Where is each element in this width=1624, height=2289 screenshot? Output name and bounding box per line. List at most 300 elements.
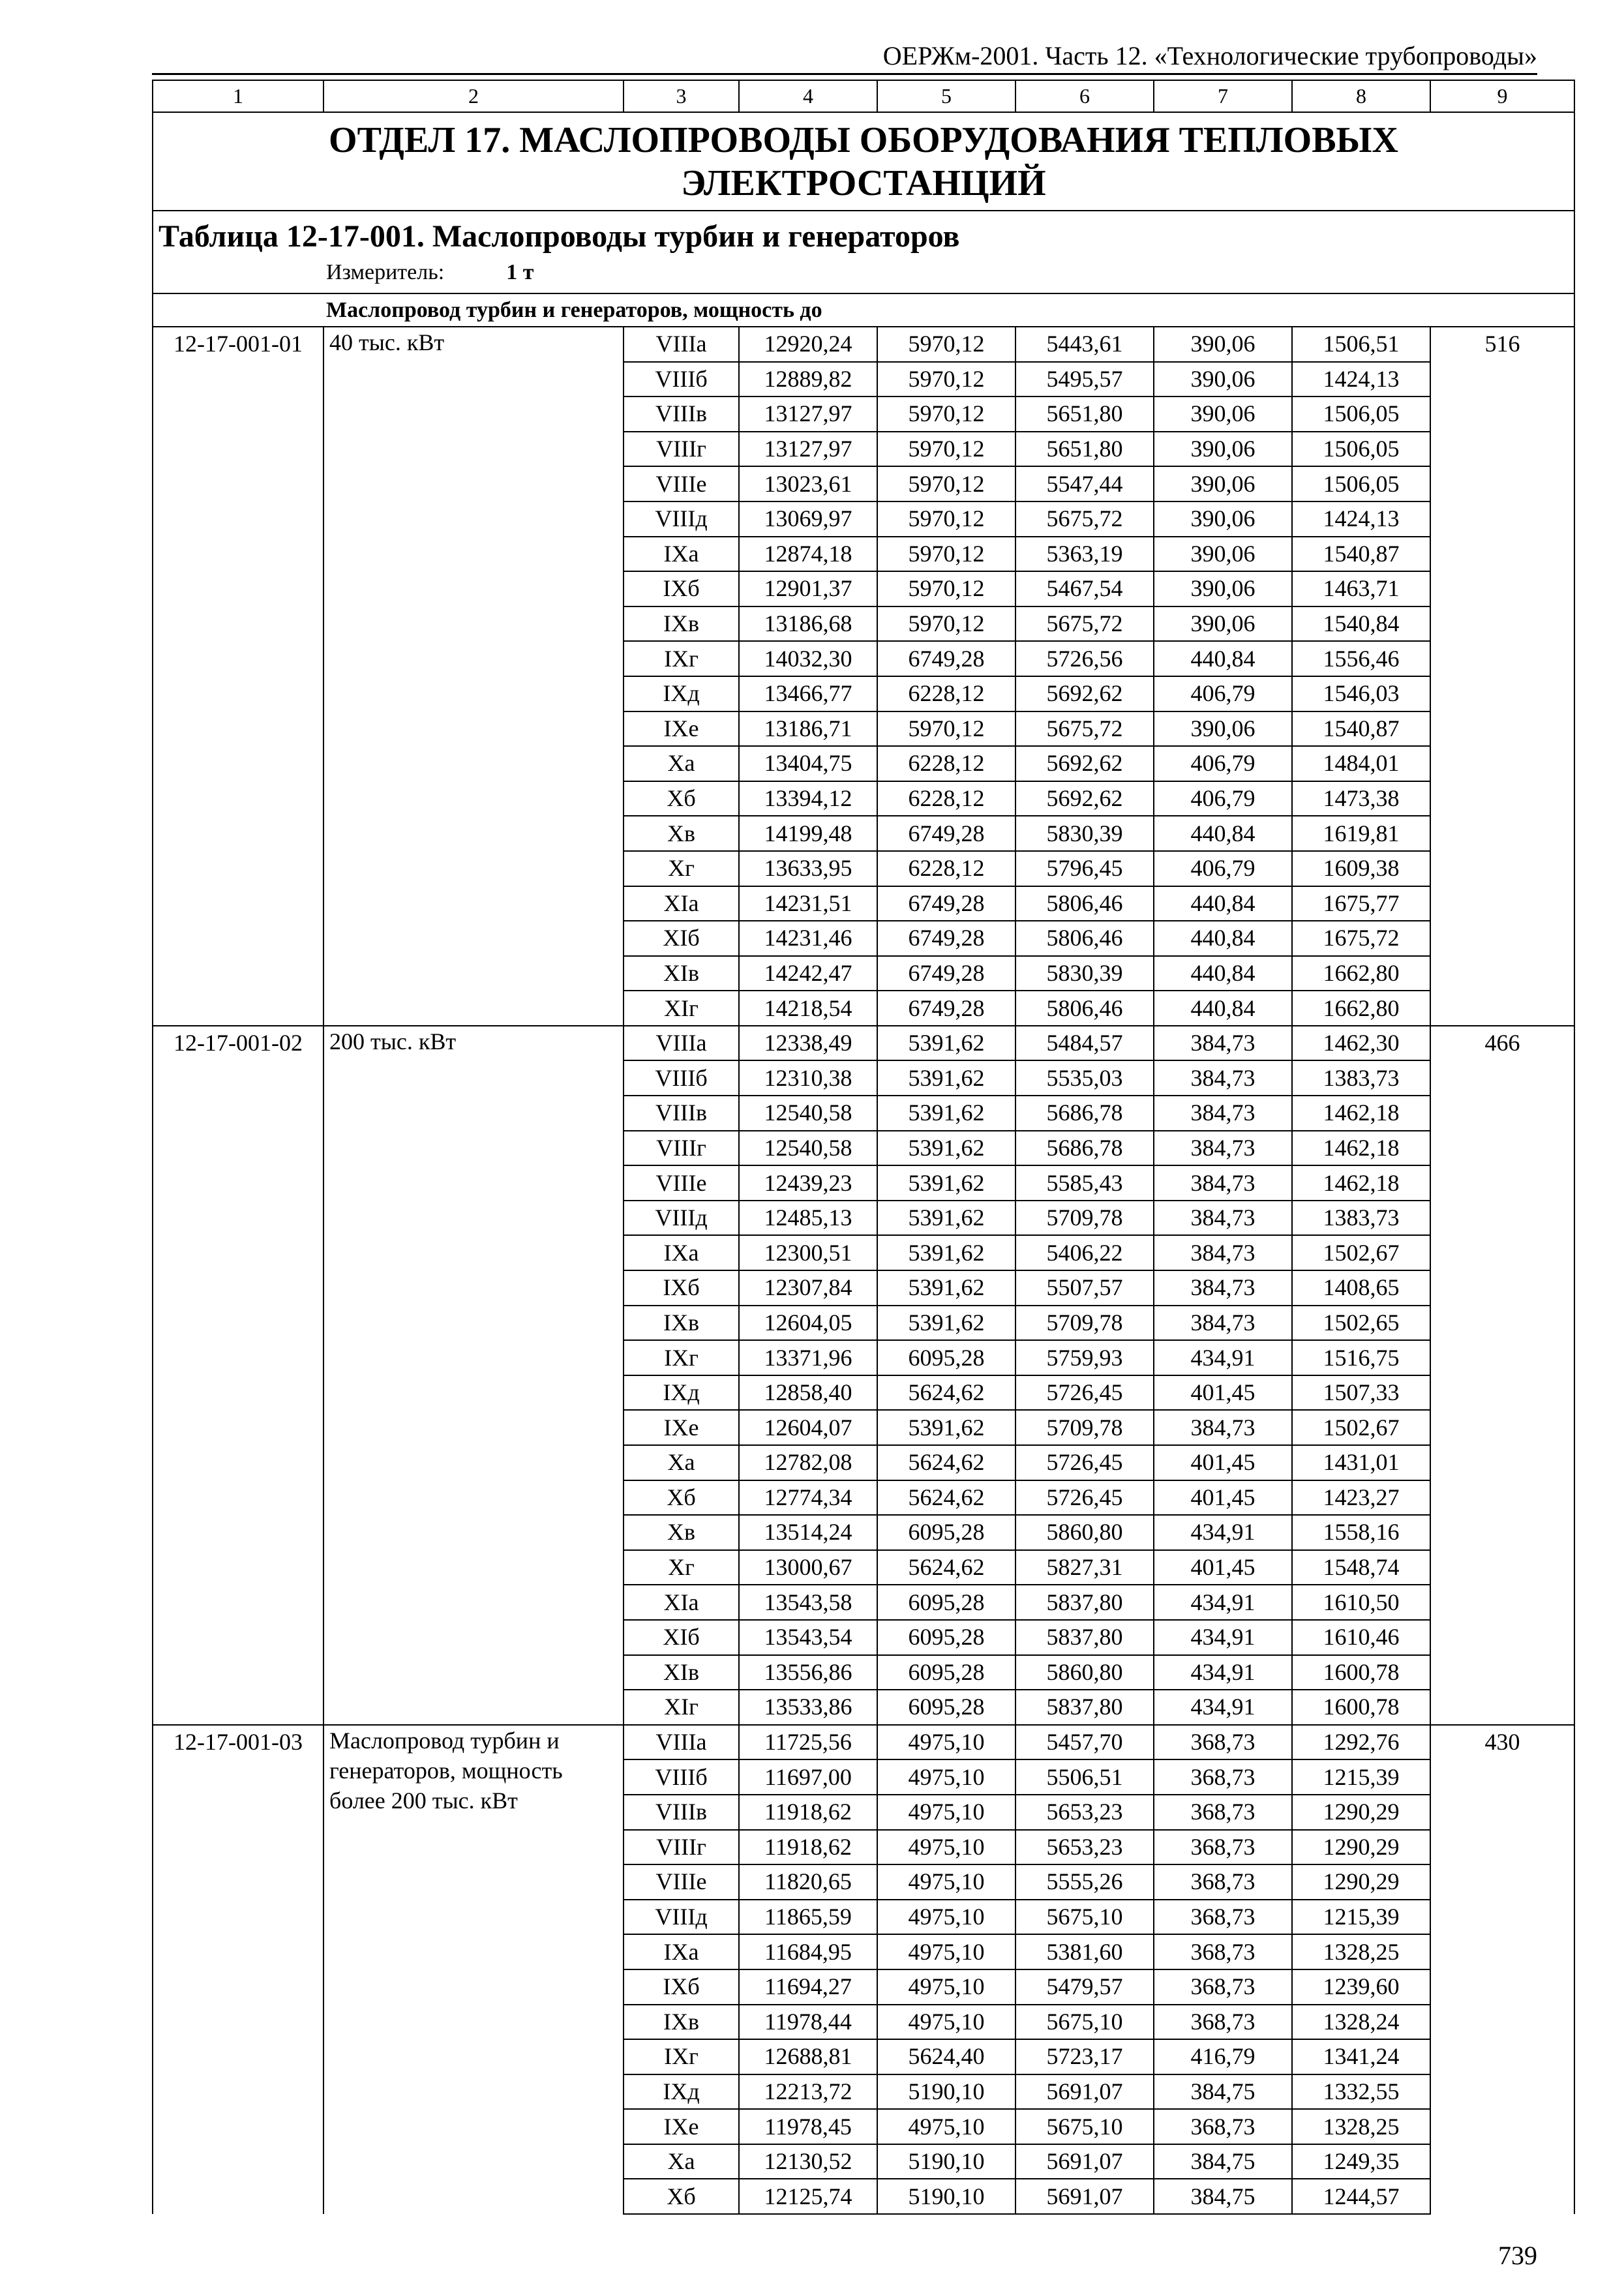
- value-cell: 5806,46: [1015, 921, 1154, 956]
- table-row: [153, 1725, 1574, 1760]
- value-cell: 1556,46: [1292, 641, 1430, 676]
- value-cell: 5624,40: [877, 2039, 1015, 2074]
- value-cell: 5391,62: [877, 1026, 1015, 1061]
- value-cell: 5830,39: [1015, 956, 1154, 991]
- value-cell: 12485,13: [739, 1201, 877, 1236]
- value-cell: 1383,73: [1292, 1060, 1430, 1096]
- item-description: 40 тыс. кВт: [323, 327, 624, 1026]
- value-cell: 390,06: [1154, 362, 1292, 397]
- value-cell: 13633,95: [739, 851, 877, 886]
- value-cell: 368,73: [1154, 1795, 1292, 1830]
- value-cell: 11918,62: [739, 1830, 877, 1865]
- value-cell: 1462,30: [1292, 1026, 1430, 1061]
- value-cell: 13543,54: [739, 1620, 877, 1655]
- value-cell: 6228,12: [877, 781, 1015, 816]
- value-cell: 368,73: [1154, 1759, 1292, 1795]
- value-cell: 5970,12: [877, 537, 1015, 572]
- value-cell: 384,75: [1154, 2179, 1292, 2214]
- value-cell: 401,45: [1154, 1375, 1292, 1411]
- value-cell: 12540,58: [739, 1131, 877, 1166]
- zone-cell: VIIIе: [624, 1864, 739, 1900]
- value-cell: 5726,45: [1015, 1480, 1154, 1516]
- zone-cell: XIв: [624, 956, 739, 991]
- value-cell: 384,73: [1154, 1096, 1292, 1131]
- value-cell: 5507,57: [1015, 1270, 1154, 1306]
- value-cell: 1540,87: [1292, 537, 1430, 572]
- value-cell: 14032,30: [739, 641, 877, 676]
- table-title: Таблица 12-17-001. Маслопроводы турбин и генераторов: [158, 219, 960, 254]
- value-cell: 5691,07: [1015, 2179, 1154, 2214]
- value-cell: 4975,10: [877, 1725, 1015, 1760]
- column-number: 7: [1154, 80, 1292, 112]
- zone-cell: IXа: [624, 1235, 739, 1270]
- item-description: 200 тыс. кВт: [323, 1026, 624, 1725]
- item-column-9: 430: [1430, 1725, 1574, 2214]
- value-cell: 5391,62: [877, 1270, 1015, 1306]
- value-cell: 1506,05: [1292, 432, 1430, 467]
- value-cell: 384,73: [1154, 1201, 1292, 1236]
- value-cell: 5726,56: [1015, 641, 1154, 676]
- value-cell: 12889,82: [739, 362, 877, 397]
- value-cell: 390,06: [1154, 466, 1292, 501]
- value-cell: 1600,78: [1292, 1655, 1430, 1690]
- value-cell: 1408,65: [1292, 1270, 1430, 1306]
- zone-cell: Xа: [624, 1445, 739, 1480]
- value-cell: 5547,44: [1015, 466, 1154, 501]
- value-cell: 434,91: [1154, 1655, 1292, 1690]
- value-cell: 5535,03: [1015, 1060, 1154, 1096]
- value-cell: 5457,70: [1015, 1725, 1154, 1760]
- value-cell: 14231,46: [739, 921, 877, 956]
- zone-cell: VIIIг: [624, 1131, 739, 1166]
- value-cell: 6095,28: [877, 1655, 1015, 1690]
- value-cell: 6095,28: [877, 1340, 1015, 1375]
- rates-table: [152, 80, 1575, 2215]
- value-cell: 390,06: [1154, 396, 1292, 432]
- value-cell: 434,91: [1154, 1340, 1292, 1375]
- value-cell: 5691,07: [1015, 2144, 1154, 2179]
- value-cell: 5691,07: [1015, 2074, 1154, 2110]
- zone-cell: XIг: [624, 1690, 739, 1725]
- table-title-cell: [153, 211, 1574, 293]
- column-number: 9: [1430, 80, 1574, 112]
- column-number: 4: [739, 80, 877, 112]
- value-cell: 1502,67: [1292, 1235, 1430, 1270]
- value-cell: 1431,01: [1292, 1445, 1430, 1480]
- value-cell: 13556,86: [739, 1655, 877, 1690]
- value-cell: 13533,86: [739, 1690, 877, 1725]
- value-cell: 440,84: [1154, 886, 1292, 921]
- value-cell: 1675,72: [1292, 921, 1430, 956]
- value-cell: 1424,13: [1292, 362, 1430, 397]
- value-cell: 1215,39: [1292, 1900, 1430, 1935]
- value-cell: 1462,18: [1292, 1165, 1430, 1201]
- value-cell: 4975,10: [877, 1759, 1015, 1795]
- value-cell: 390,06: [1154, 711, 1292, 747]
- value-cell: 5484,57: [1015, 1026, 1154, 1061]
- value-cell: 13000,67: [739, 1550, 877, 1585]
- value-cell: 1383,73: [1292, 1201, 1430, 1236]
- value-cell: 12300,51: [739, 1235, 877, 1270]
- value-cell: 5555,26: [1015, 1864, 1154, 1900]
- value-cell: 4975,10: [877, 1864, 1015, 1900]
- value-cell: 6095,28: [877, 1620, 1015, 1655]
- value-cell: 5467,54: [1015, 571, 1154, 606]
- value-cell: 5692,62: [1015, 781, 1154, 816]
- value-cell: 5806,46: [1015, 886, 1154, 921]
- zone-cell: XIв: [624, 1655, 739, 1690]
- zone-cell: IXг: [624, 641, 739, 676]
- value-cell: 12213,72: [739, 2074, 877, 2110]
- value-cell: 5686,78: [1015, 1131, 1154, 1166]
- value-cell: 1502,65: [1292, 1306, 1430, 1341]
- value-cell: 14231,51: [739, 886, 877, 921]
- value-cell: 5970,12: [877, 362, 1015, 397]
- zone-cell: Xв: [624, 816, 739, 851]
- value-cell: 390,06: [1154, 537, 1292, 572]
- value-cell: 390,06: [1154, 327, 1292, 362]
- value-cell: 5675,72: [1015, 501, 1154, 537]
- value-cell: 13404,75: [739, 746, 877, 781]
- value-cell: 11918,62: [739, 1795, 877, 1830]
- item-code: 12-17-001-01: [153, 327, 323, 1026]
- zone-cell: IXб: [624, 571, 739, 606]
- zone-cell: Xг: [624, 1550, 739, 1585]
- value-cell: 1506,05: [1292, 466, 1430, 501]
- value-cell: 13371,96: [739, 1340, 877, 1375]
- value-cell: 384,73: [1154, 1165, 1292, 1201]
- zone-cell: Xа: [624, 746, 739, 781]
- zone-cell: Xг: [624, 851, 739, 886]
- value-cell: 384,73: [1154, 1235, 1292, 1270]
- value-cell: 1600,78: [1292, 1690, 1430, 1725]
- value-cell: 440,84: [1154, 991, 1292, 1026]
- column-number: 3: [624, 80, 739, 112]
- value-cell: 5837,80: [1015, 1585, 1154, 1620]
- value-cell: 384,73: [1154, 1060, 1292, 1096]
- value-cell: 5391,62: [877, 1165, 1015, 1201]
- zone-cell: VIIIд: [624, 501, 739, 537]
- value-cell: 416,79: [1154, 2039, 1292, 2074]
- group-header: Маслопровод турбин и генераторов, мощность до: [153, 293, 1574, 327]
- value-cell: 12125,74: [739, 2179, 877, 2214]
- value-cell: 1506,51: [1292, 327, 1430, 362]
- value-cell: 368,73: [1154, 2109, 1292, 2144]
- value-cell: 368,73: [1154, 1969, 1292, 2005]
- value-cell: 12782,08: [739, 1445, 877, 1480]
- zone-cell: IXв: [624, 1306, 739, 1341]
- value-cell: 5391,62: [877, 1235, 1015, 1270]
- value-cell: 6749,28: [877, 816, 1015, 851]
- value-cell: 440,84: [1154, 641, 1292, 676]
- value-cell: 14199,48: [739, 816, 877, 851]
- value-cell: 13466,77: [739, 676, 877, 711]
- value-cell: 5827,31: [1015, 1550, 1154, 1585]
- value-cell: 5970,12: [877, 711, 1015, 747]
- item-description: Маслопровод турбин и генераторов, мощность более 200 тыс. кВт: [323, 1725, 624, 2214]
- value-cell: 5970,12: [877, 606, 1015, 642]
- value-cell: 1244,57: [1292, 2179, 1430, 2214]
- value-cell: 12310,38: [739, 1060, 877, 1096]
- item-code: 12-17-001-02: [153, 1026, 323, 1725]
- unit-value: 1 т: [506, 260, 534, 284]
- value-cell: 5860,80: [1015, 1655, 1154, 1690]
- zone-cell: VIIIв: [624, 1096, 739, 1131]
- value-cell: 384,75: [1154, 2144, 1292, 2179]
- column-number-row: [153, 80, 1574, 112]
- section-title-row: [153, 112, 1574, 211]
- value-cell: 11684,95: [739, 1934, 877, 1969]
- zone-cell: IXб: [624, 1270, 739, 1306]
- value-cell: 1332,55: [1292, 2074, 1430, 2110]
- value-cell: 5651,80: [1015, 432, 1154, 467]
- value-cell: 384,73: [1154, 1131, 1292, 1166]
- value-cell: 434,91: [1154, 1690, 1292, 1725]
- value-cell: 5686,78: [1015, 1096, 1154, 1131]
- zone-cell: IXд: [624, 676, 739, 711]
- value-cell: 13514,24: [739, 1515, 877, 1550]
- value-cell: 1516,75: [1292, 1340, 1430, 1375]
- value-cell: 5806,46: [1015, 991, 1154, 1026]
- value-cell: 11820,65: [739, 1864, 877, 1900]
- value-cell: 13127,97: [739, 396, 877, 432]
- value-cell: 5391,62: [877, 1131, 1015, 1166]
- column-number: 2: [323, 80, 624, 112]
- zone-cell: XIа: [624, 886, 739, 921]
- value-cell: 5709,78: [1015, 1201, 1154, 1236]
- value-cell: 1239,60: [1292, 1969, 1430, 2005]
- value-cell: 368,73: [1154, 2005, 1292, 2040]
- value-cell: 13186,71: [739, 711, 877, 747]
- value-cell: 390,06: [1154, 432, 1292, 467]
- value-cell: 4975,10: [877, 1900, 1015, 1935]
- value-cell: 1502,67: [1292, 1410, 1430, 1445]
- value-cell: 368,73: [1154, 1725, 1292, 1760]
- table-row: [153, 327, 1574, 362]
- value-cell: 5860,80: [1015, 1515, 1154, 1550]
- value-cell: 12901,37: [739, 571, 877, 606]
- value-cell: 5837,80: [1015, 1620, 1154, 1655]
- column-number: 1: [153, 80, 323, 112]
- value-cell: 384,73: [1154, 1410, 1292, 1445]
- value-cell: 12540,58: [739, 1096, 877, 1131]
- zone-cell: VIIIб: [624, 362, 739, 397]
- table-row: [153, 1026, 1574, 1061]
- zone-cell: IXе: [624, 1410, 739, 1445]
- value-cell: 384,73: [1154, 1270, 1292, 1306]
- zone-cell: VIIIа: [624, 327, 739, 362]
- section-title: ОТДЕЛ 17. МАСЛОПРОВОДЫ ОБОРУДОВАНИЯ ТЕПЛОВЫХ ЭЛЕКТРОСТАНЦИЙ: [153, 112, 1574, 211]
- value-cell: 5363,19: [1015, 537, 1154, 572]
- item-column-9: 516: [1430, 327, 1574, 1026]
- value-cell: 5692,62: [1015, 746, 1154, 781]
- value-cell: 1610,50: [1292, 1585, 1430, 1620]
- value-cell: 1662,80: [1292, 991, 1430, 1026]
- zone-cell: VIIIв: [624, 1795, 739, 1830]
- unit-label: Измеритель:: [326, 260, 445, 284]
- value-cell: 5675,10: [1015, 2109, 1154, 2144]
- value-cell: 390,06: [1154, 606, 1292, 642]
- value-cell: 13023,61: [739, 466, 877, 501]
- value-cell: 406,79: [1154, 746, 1292, 781]
- value-cell: 6749,28: [877, 641, 1015, 676]
- zone-cell: IXв: [624, 606, 739, 642]
- value-cell: 12874,18: [739, 537, 877, 572]
- value-cell: 5675,10: [1015, 2005, 1154, 2040]
- value-cell: 5391,62: [877, 1306, 1015, 1341]
- value-cell: 401,45: [1154, 1445, 1292, 1480]
- value-cell: 5585,43: [1015, 1165, 1154, 1201]
- value-cell: 1506,05: [1292, 396, 1430, 432]
- value-cell: 1462,18: [1292, 1096, 1430, 1131]
- value-cell: 1215,39: [1292, 1759, 1430, 1795]
- value-cell: 4975,10: [877, 1830, 1015, 1865]
- value-cell: 5970,12: [877, 571, 1015, 606]
- value-cell: 5190,10: [877, 2144, 1015, 2179]
- value-cell: 5675,72: [1015, 606, 1154, 642]
- value-cell: 1328,25: [1292, 1934, 1430, 1969]
- value-cell: 1328,24: [1292, 2005, 1430, 2040]
- value-cell: 5190,10: [877, 2179, 1015, 2214]
- value-cell: 11978,45: [739, 2109, 877, 2144]
- value-cell: 368,73: [1154, 1900, 1292, 1935]
- value-cell: 12130,52: [739, 2144, 877, 2179]
- value-cell: 1290,29: [1292, 1864, 1430, 1900]
- value-cell: 12774,34: [739, 1480, 877, 1516]
- value-cell: 13186,68: [739, 606, 877, 642]
- value-cell: 440,84: [1154, 921, 1292, 956]
- value-cell: 1473,38: [1292, 781, 1430, 816]
- value-cell: 1423,27: [1292, 1480, 1430, 1516]
- value-cell: 1540,87: [1292, 711, 1430, 747]
- zone-cell: IXг: [624, 2039, 739, 2074]
- value-cell: 368,73: [1154, 1934, 1292, 1969]
- value-cell: 5726,45: [1015, 1445, 1154, 1480]
- value-cell: 5675,72: [1015, 711, 1154, 747]
- value-cell: 5837,80: [1015, 1690, 1154, 1725]
- value-cell: 440,84: [1154, 956, 1292, 991]
- zone-cell: VIIIб: [624, 1759, 739, 1795]
- value-cell: 6228,12: [877, 851, 1015, 886]
- value-cell: 1507,33: [1292, 1375, 1430, 1411]
- value-cell: 12604,07: [739, 1410, 877, 1445]
- value-cell: 5726,45: [1015, 1375, 1154, 1411]
- value-cell: 1609,38: [1292, 851, 1430, 886]
- value-cell: 5624,62: [877, 1480, 1015, 1516]
- page-number: 739: [1498, 2241, 1537, 2270]
- zone-cell: IXб: [624, 1969, 739, 2005]
- item-column-9: 466: [1430, 1026, 1574, 1725]
- zone-cell: VIIIа: [624, 1026, 739, 1061]
- value-cell: 12338,49: [739, 1026, 877, 1061]
- value-cell: 5391,62: [877, 1096, 1015, 1131]
- value-cell: 5709,78: [1015, 1306, 1154, 1341]
- value-cell: 1462,18: [1292, 1131, 1430, 1166]
- value-cell: 1540,84: [1292, 606, 1430, 642]
- value-cell: 406,79: [1154, 781, 1292, 816]
- value-cell: 13543,58: [739, 1585, 877, 1620]
- value-cell: 390,06: [1154, 571, 1292, 606]
- value-cell: 1546,03: [1292, 676, 1430, 711]
- item-code: 12-17-001-03: [153, 1725, 323, 2214]
- value-cell: 1463,71: [1292, 571, 1430, 606]
- value-cell: 13394,12: [739, 781, 877, 816]
- zone-cell: VIIIе: [624, 466, 739, 501]
- value-cell: 5391,62: [877, 1201, 1015, 1236]
- value-cell: 5479,57: [1015, 1969, 1154, 2005]
- running-header: ОЕРЖм-2001. Часть 12. «Технологические трубопроводы»: [152, 39, 1537, 75]
- value-cell: 1558,16: [1292, 1515, 1430, 1550]
- zone-cell: IXа: [624, 537, 739, 572]
- value-cell: 5970,12: [877, 327, 1015, 362]
- value-cell: 5830,39: [1015, 816, 1154, 851]
- value-cell: 11697,00: [739, 1759, 877, 1795]
- zone-cell: IXд: [624, 2074, 739, 2110]
- value-cell: 6095,28: [877, 1690, 1015, 1725]
- value-cell: 4975,10: [877, 1795, 1015, 1830]
- value-cell: 5692,62: [1015, 676, 1154, 711]
- value-cell: 6749,28: [877, 991, 1015, 1026]
- zone-cell: XIб: [624, 921, 739, 956]
- value-cell: 4975,10: [877, 1969, 1015, 2005]
- column-number: 6: [1015, 80, 1154, 112]
- value-cell: 14242,47: [739, 956, 877, 991]
- value-cell: 14218,54: [739, 991, 877, 1026]
- value-cell: 1290,29: [1292, 1830, 1430, 1865]
- value-cell: 12920,24: [739, 327, 877, 362]
- zone-cell: VIIIб: [624, 1060, 739, 1096]
- value-cell: 1675,77: [1292, 886, 1430, 921]
- zone-cell: Xа: [624, 2144, 739, 2179]
- value-cell: 5495,57: [1015, 362, 1154, 397]
- zone-cell: VIIIе: [624, 1165, 739, 1201]
- value-cell: 12307,84: [739, 1270, 877, 1306]
- value-cell: 5759,93: [1015, 1340, 1154, 1375]
- value-cell: 5723,17: [1015, 2039, 1154, 2074]
- value-cell: 6228,12: [877, 746, 1015, 781]
- table-title-row: [153, 211, 1574, 293]
- value-cell: 5443,61: [1015, 327, 1154, 362]
- value-cell: 434,91: [1154, 1515, 1292, 1550]
- value-cell: 1290,29: [1292, 1795, 1430, 1830]
- zone-cell: IXе: [624, 711, 739, 747]
- value-cell: 11865,59: [739, 1900, 877, 1935]
- value-cell: 13127,97: [739, 432, 877, 467]
- zone-cell: VIIIд: [624, 1900, 739, 1935]
- zone-cell: XIа: [624, 1585, 739, 1620]
- value-cell: 6749,28: [877, 956, 1015, 991]
- value-cell: 6095,28: [877, 1515, 1015, 1550]
- value-cell: 390,06: [1154, 501, 1292, 537]
- value-cell: 5970,12: [877, 432, 1015, 467]
- value-cell: 5190,10: [877, 2074, 1015, 2110]
- value-cell: 5651,80: [1015, 396, 1154, 432]
- zone-cell: IXв: [624, 2005, 739, 2040]
- value-cell: 368,73: [1154, 1864, 1292, 1900]
- value-cell: 434,91: [1154, 1620, 1292, 1655]
- value-cell: 5391,62: [877, 1410, 1015, 1445]
- zone-cell: Xб: [624, 781, 739, 816]
- value-cell: 6228,12: [877, 676, 1015, 711]
- value-cell: 12604,05: [739, 1306, 877, 1341]
- zone-cell: Xб: [624, 2179, 739, 2214]
- zone-cell: IXд: [624, 1375, 739, 1411]
- zone-cell: VIIIг: [624, 1830, 739, 1865]
- value-cell: 6095,28: [877, 1585, 1015, 1620]
- value-cell: 5709,78: [1015, 1410, 1154, 1445]
- value-cell: 406,79: [1154, 851, 1292, 886]
- value-cell: 5624,62: [877, 1445, 1015, 1480]
